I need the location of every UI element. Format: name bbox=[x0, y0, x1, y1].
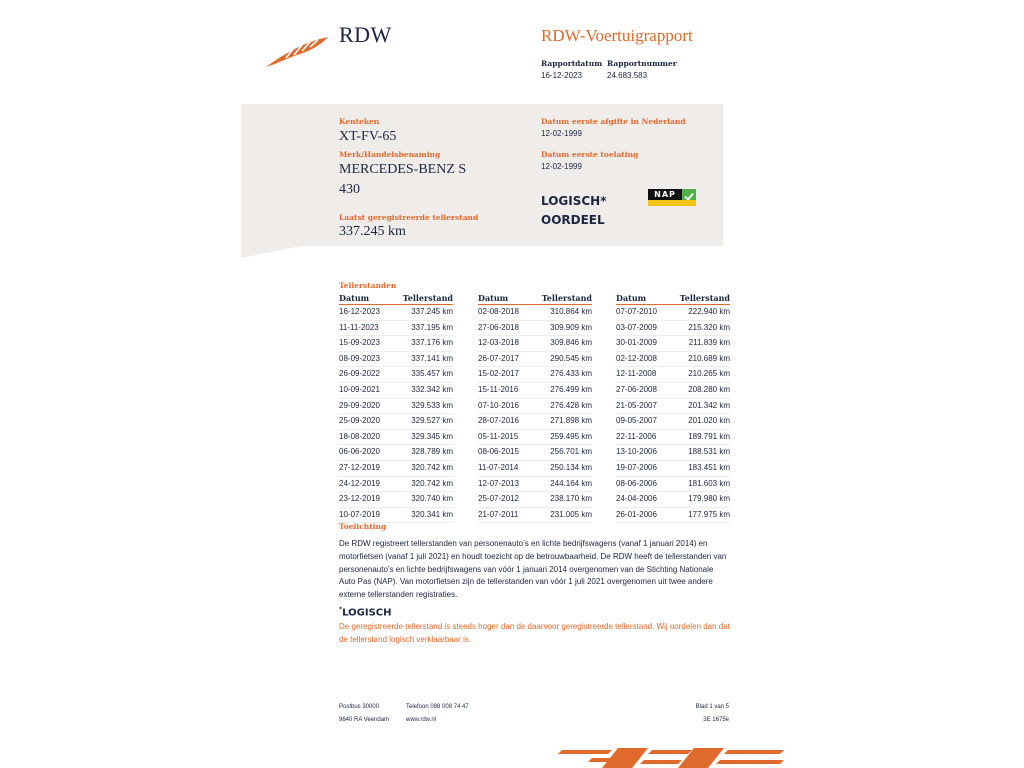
toelating-value: 12-02-1999 bbox=[541, 162, 582, 171]
tellerstanden-table-1 bbox=[339, 293, 453, 523]
footer-website[interactable]: www.rdw.nl bbox=[406, 717, 437, 723]
rapportnummer-label: Rapportnummer bbox=[607, 59, 677, 68]
table-row bbox=[339, 367, 453, 383]
odometer-cell: 271.898 km bbox=[550, 416, 592, 426]
toelichting-title: Toelichting bbox=[339, 522, 387, 531]
table-header bbox=[616, 293, 730, 305]
rapportnummer-value: 24.683.583 bbox=[607, 71, 648, 80]
table-row bbox=[478, 477, 592, 493]
logisch-body: De geregistreerde tellerstand is steeds hoger dan de daarvoor geregistreerde tellerstand. Wij oordelen dan dat de tellerstand logisch verklaarbaar is. bbox=[339, 622, 730, 644]
oordeel-line2: OORDEEL bbox=[541, 213, 605, 227]
date-cell: 07-07-2010 bbox=[616, 307, 657, 316]
table-row bbox=[478, 508, 592, 524]
table-row bbox=[616, 508, 730, 524]
date-cell: 26-07-2017 bbox=[478, 353, 519, 363]
odometer-cell: 259.495 km bbox=[550, 431, 592, 441]
rapportdatum-label: Rapportdatum bbox=[541, 59, 603, 68]
odometer-cell: 276.428 km bbox=[550, 400, 592, 410]
table-row bbox=[616, 414, 730, 430]
odometer-cell: 188.531 km bbox=[688, 447, 730, 457]
table-row bbox=[478, 461, 592, 477]
odometer-cell: 181.603 km bbox=[688, 478, 730, 488]
date-cell: 08-09-2023 bbox=[339, 353, 380, 363]
table-row bbox=[478, 383, 592, 399]
odometer-cell: 276.499 km bbox=[550, 384, 592, 394]
table-row bbox=[478, 352, 592, 368]
date-cell: 24-04-2006 bbox=[616, 494, 657, 504]
date-cell: 30-01-2009 bbox=[616, 338, 657, 348]
date-cell: 11-07-2014 bbox=[478, 462, 519, 472]
table-row bbox=[339, 399, 453, 415]
date-cell: 09-05-2007 bbox=[616, 416, 657, 426]
odometer-cell: 290.545 km bbox=[550, 353, 592, 363]
table-header bbox=[339, 293, 453, 305]
tellerstand-value: 337.245 km bbox=[339, 224, 406, 239]
date-cell: 10-07-2019 bbox=[339, 509, 380, 519]
date-cell: 03-07-2009 bbox=[616, 322, 657, 332]
odometer-cell: 222.940 km bbox=[688, 307, 730, 316]
date-cell: 05-11-2015 bbox=[478, 431, 519, 441]
logisch-heading bbox=[339, 606, 392, 618]
odometer-cell: 329.345 km bbox=[411, 431, 453, 441]
date-cell: 08-06-2015 bbox=[478, 447, 519, 457]
table-row bbox=[339, 430, 453, 446]
table-row bbox=[339, 383, 453, 399]
table-row bbox=[339, 414, 453, 430]
odometer-cell: 238.170 km bbox=[550, 494, 592, 504]
odometer-cell: 329.527 km bbox=[411, 416, 453, 426]
tellerstanden-table-3 bbox=[616, 293, 730, 523]
table-row bbox=[616, 461, 730, 477]
odometer-cell: 332.342 km bbox=[411, 384, 453, 394]
afgifte-value: 12-02-1999 bbox=[541, 129, 582, 138]
oordeel-label bbox=[541, 192, 607, 230]
logisch-marker: * bbox=[339, 606, 343, 613]
odometer-cell: 337.195 km bbox=[411, 322, 453, 332]
date-cell: 25-09-2020 bbox=[339, 416, 380, 426]
date-cell: 19-07-2006 bbox=[616, 462, 657, 472]
kenteken-value: XT-FV-65 bbox=[339, 129, 397, 144]
logo-text: RDW bbox=[339, 22, 392, 47]
date-cell: 02-08-2018 bbox=[478, 307, 519, 316]
date-cell: 29-09-2020 bbox=[339, 400, 380, 410]
date-cell: 27-06-2018 bbox=[478, 322, 519, 332]
odometer-cell: 177.975 km bbox=[688, 509, 730, 519]
date-cell: 27-12-2019 bbox=[339, 462, 380, 472]
nap-yellow-bar bbox=[648, 200, 696, 206]
table-row bbox=[616, 399, 730, 415]
table-row bbox=[616, 321, 730, 337]
date-cell: 15-02-2017 bbox=[478, 369, 519, 379]
date-cell: 26-01-2006 bbox=[616, 509, 657, 519]
date-cell: 28-07-2016 bbox=[478, 416, 519, 426]
toelichting-body: De RDW registreert tellerstanden van personenauto’s en lichte bedrijfswagens (vanaf 1 januari 2014) en motorfietsen (vanaf 1 juli 2021) en houdt toezicht op de betrouwbaarheid. De RDW heeft de tellerstanden van personenauto’s en lichte bedrijfswagens van vóór 1 januari 2014 overgenomen van de Stichting Nationale Auto Pas (NAP). Van motorfietsen zijn de tellerstanden van vóór 1 juli 2021 overgenomen uit twee andere externe tellerstanden registraties. bbox=[339, 539, 727, 600]
table-row bbox=[616, 305, 730, 321]
date-cell: 12-11-2008 bbox=[616, 369, 657, 379]
odometer-cell: 320.341 km bbox=[411, 509, 453, 519]
table-row bbox=[478, 305, 592, 321]
col-tellerstand-header: Tellerstand bbox=[541, 293, 592, 303]
col-datum-header: Datum bbox=[478, 293, 509, 303]
odometer-cell: 189.791 km bbox=[688, 431, 730, 441]
date-cell: 21-05-2007 bbox=[616, 400, 657, 410]
col-datum-header: Datum bbox=[339, 293, 370, 303]
table-header bbox=[478, 293, 592, 305]
table-row bbox=[339, 352, 453, 368]
decorative-stripes bbox=[552, 744, 784, 768]
footer-blad: Blad 1 van 5 bbox=[695, 704, 729, 710]
odometer-cell: 320.742 km bbox=[411, 478, 453, 488]
afgifte-label: Datum eerste afgifte in Nederland bbox=[541, 117, 686, 126]
tellerstanden-table-2 bbox=[478, 293, 592, 523]
rdw-logo-icon bbox=[264, 34, 330, 70]
odometer-cell: 335.457 km bbox=[411, 369, 453, 379]
odometer-cell: 231.005 km bbox=[550, 509, 592, 519]
odometer-cell: 309.846 km bbox=[550, 338, 592, 348]
tellerstand-label: Laatst geregistreerde tellerstand bbox=[339, 213, 479, 222]
date-cell: 08-06-2006 bbox=[616, 478, 657, 488]
date-cell: 24-12-2019 bbox=[339, 478, 380, 488]
table-row bbox=[616, 445, 730, 461]
kenteken-label: Kenteken bbox=[339, 117, 380, 126]
merk-label: Merk/Handelsbenaming bbox=[339, 150, 441, 159]
odometer-cell: 210.265 km bbox=[688, 369, 730, 379]
merk-value-line2: 430 bbox=[339, 182, 360, 197]
date-cell: 12-03-2018 bbox=[478, 338, 519, 348]
table-row bbox=[339, 461, 453, 477]
odometer-cell: 183.451 km bbox=[688, 462, 730, 472]
odometer-cell: 201.342 km bbox=[688, 400, 730, 410]
table-row bbox=[339, 305, 453, 321]
table-row bbox=[339, 492, 453, 508]
odometer-cell: 329.533 km bbox=[411, 400, 453, 410]
col-tellerstand-header: Tellerstand bbox=[679, 293, 730, 303]
table-row bbox=[616, 336, 730, 352]
odometer-cell: 211.839 km bbox=[688, 338, 730, 348]
date-cell: 02-12-2008 bbox=[616, 353, 657, 363]
date-cell: 07-10-2016 bbox=[478, 400, 519, 410]
odometer-cell: 215.320 km bbox=[688, 322, 730, 332]
odometer-cell: 320.740 km bbox=[411, 494, 453, 504]
date-cell: 12-07-2013 bbox=[478, 478, 519, 488]
table-row bbox=[616, 383, 730, 399]
date-cell: 27-06-2008 bbox=[616, 384, 657, 394]
table-row bbox=[339, 321, 453, 337]
odometer-cell: 337.245 km bbox=[411, 307, 453, 316]
date-cell: 16-12-2023 bbox=[339, 307, 380, 316]
report-title: RDW-Voertuigrapport bbox=[541, 26, 693, 45]
table-row bbox=[616, 430, 730, 446]
merk-value-line1: MERCEDES-BENZ S bbox=[339, 162, 467, 177]
odometer-cell: 256.701 km bbox=[550, 447, 592, 457]
table-row bbox=[339, 477, 453, 493]
date-cell: 18-08-2020 bbox=[339, 431, 380, 441]
odometer-cell: 208.280 km bbox=[688, 384, 730, 394]
footer-telefoon: Telefoon 088 008 74 47 bbox=[406, 704, 469, 710]
table-row bbox=[478, 321, 592, 337]
date-cell: 15-11-2016 bbox=[478, 384, 519, 394]
col-datum-header: Datum bbox=[616, 293, 647, 303]
date-cell: 22-11-2006 bbox=[616, 431, 657, 441]
rapportdatum-value: 16-12-2023 bbox=[541, 71, 582, 80]
odometer-cell: 201.020 km bbox=[688, 416, 730, 426]
footer-code: 3E 1675e bbox=[703, 717, 729, 723]
table-row bbox=[478, 430, 592, 446]
table-row bbox=[478, 445, 592, 461]
nap-check-icon bbox=[682, 189, 696, 200]
odometer-cell: 276.433 km bbox=[550, 369, 592, 379]
odometer-cell: 310.864 km bbox=[550, 307, 592, 316]
odometer-cell: 210.689 km bbox=[688, 353, 730, 363]
table-row bbox=[616, 477, 730, 493]
odometer-cell: 250.134 km bbox=[550, 462, 592, 472]
oordeel-line1: LOGISCH* bbox=[541, 194, 607, 208]
date-cell: 10-09-2021 bbox=[339, 384, 380, 394]
date-cell: 21-07-2011 bbox=[478, 509, 519, 519]
date-cell: 13-10-2006 bbox=[616, 447, 657, 457]
date-cell: 06-06-2020 bbox=[339, 447, 380, 457]
nap-text: NAP bbox=[648, 189, 682, 200]
table-row bbox=[478, 367, 592, 383]
toelating-label: Datum eerste toelating bbox=[541, 150, 639, 159]
odometer-cell: 337.176 km bbox=[411, 338, 453, 348]
odometer-cell: 244.164 km bbox=[550, 478, 592, 488]
col-tellerstand-header: Tellerstand bbox=[402, 293, 453, 303]
table-row bbox=[616, 352, 730, 368]
table-row bbox=[616, 492, 730, 508]
odometer-cell: 337.141 km bbox=[411, 353, 453, 363]
odometer-cell: 328.789 km bbox=[411, 447, 453, 457]
odometer-cell: 179.980 km bbox=[688, 494, 730, 504]
band-notch bbox=[241, 246, 301, 258]
logisch-title: LOGISCH bbox=[342, 607, 392, 619]
table-row bbox=[339, 445, 453, 461]
table-row bbox=[478, 336, 592, 352]
date-cell: 25-07-2012 bbox=[478, 494, 519, 504]
table-row bbox=[478, 399, 592, 415]
table-row bbox=[478, 492, 592, 508]
table-row bbox=[339, 336, 453, 352]
footer-address: 9640 RA Veendam bbox=[339, 717, 390, 723]
date-cell: 11-11-2023 bbox=[339, 322, 379, 332]
odometer-cell: 309.909 km bbox=[550, 322, 592, 332]
table-row bbox=[339, 508, 453, 524]
date-cell: 26-09-2022 bbox=[339, 369, 380, 379]
odometer-cell: 320.742 km bbox=[411, 462, 453, 472]
date-cell: 23-12-2019 bbox=[339, 494, 380, 504]
table-row bbox=[616, 367, 730, 383]
nap-logo bbox=[648, 189, 696, 207]
table-row bbox=[478, 414, 592, 430]
footer-postbus: Postbus 30000 bbox=[339, 704, 380, 710]
date-cell: 15-09-2023 bbox=[339, 338, 380, 348]
tellerstanden-title: Tellerstanden bbox=[339, 281, 397, 290]
